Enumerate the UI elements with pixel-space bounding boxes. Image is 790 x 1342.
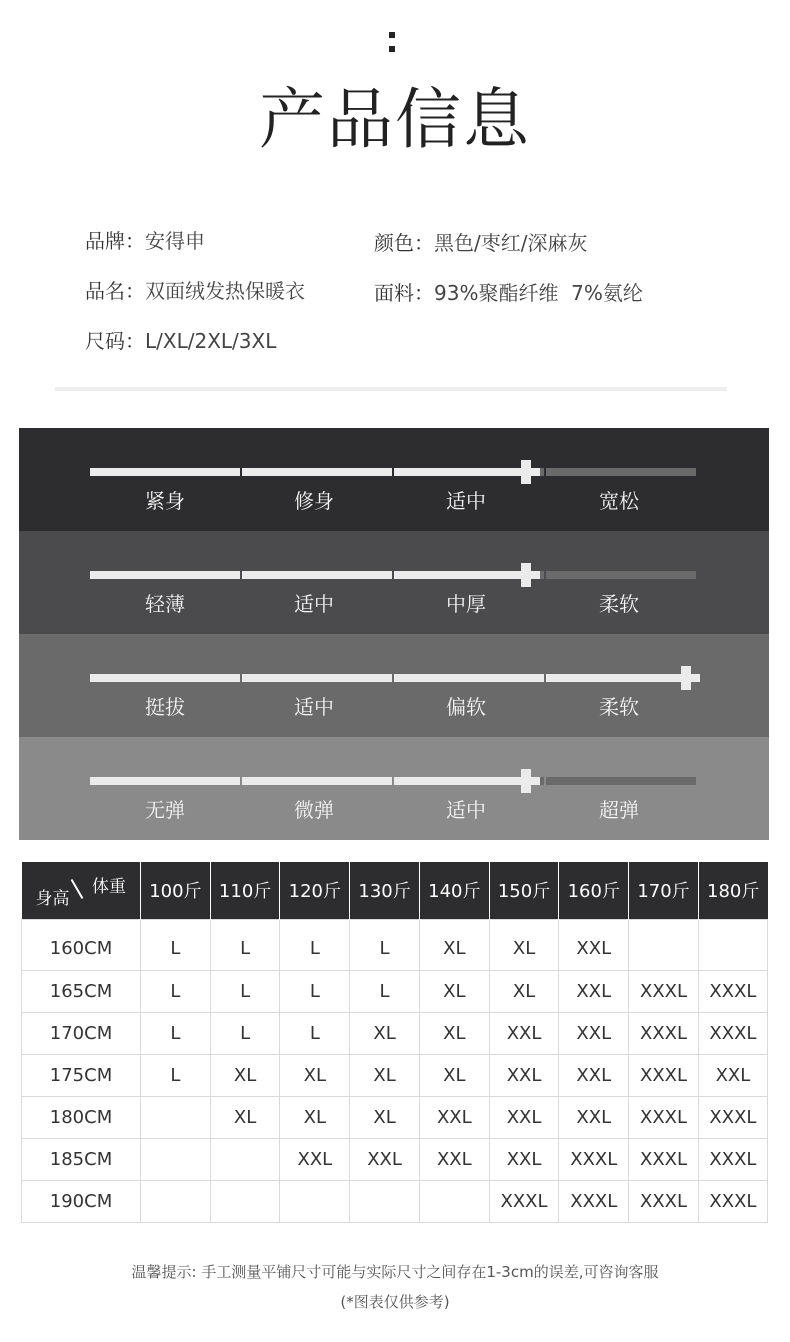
scale-label: 宽松 [599,489,639,513]
page-title: 产品信息 [259,81,531,158]
table-row [22,1054,768,1096]
size-cell: XXL [489,1096,559,1138]
size-cell: XXL [559,1012,629,1054]
table-row [22,1012,768,1054]
height-cell: 175CM [22,1054,141,1096]
weight-header: 180斤 [698,862,767,919]
table-row [22,919,768,970]
scale-label: 轻薄 [145,592,185,616]
size-cell: XL [419,919,489,970]
size-cell: XL [350,1096,420,1138]
size-cell: XXXL [629,970,699,1012]
scale-label: 柔软 [599,592,639,616]
size-cell: XL [489,919,559,970]
table-row [22,970,768,1012]
info-fabric [374,280,643,306]
size-cell: XXXL [698,970,767,1012]
size-cell [141,1138,211,1180]
weight-header: 130斤 [350,862,420,919]
size-cell: L [210,919,280,970]
size-cell: XXXL [698,1138,767,1180]
corner-divider [70,879,83,899]
size-cell [141,1180,211,1222]
info-product-name [85,278,305,304]
size-chart-header-row [22,862,768,919]
size-label: 尺码： [85,329,145,353]
info-brand [85,228,205,254]
height-cell: 165CM [22,970,141,1012]
scale-label: 适中 [294,592,334,616]
chart-disclaimer: (*图表仅供参考) [340,1293,450,1311]
scale-segment [546,468,696,476]
scale-segment [242,777,392,785]
size-cell [350,1180,420,1222]
weight-header: 140斤 [419,862,489,919]
size-cell: XXXL [698,1012,767,1054]
size-cell: L [350,919,420,970]
size-value: L/XL/2XL/3XL [145,329,277,353]
scale-label: 适中 [446,798,486,822]
size-cell: XXL [489,1138,559,1180]
scale-marker [521,769,531,793]
color-label: 颜色： [374,231,434,255]
size-cell [210,1138,280,1180]
size-cell: XXL [559,970,629,1012]
size-cell: XXL [559,1096,629,1138]
scale-label: 适中 [446,489,486,513]
fabric-value: 93%聚酯纤维 7%氨纶 [434,281,643,305]
fabric-label: 面料： [374,281,434,305]
table-row [22,1138,768,1180]
scale-track [90,468,696,476]
size-cell: XL [350,1054,420,1096]
size-cell: L [210,970,280,1012]
size-cell: XXL [559,919,629,970]
size-cell: L [280,1012,350,1054]
scale-segment [90,571,240,579]
height-cell: 180CM [22,1096,141,1138]
weight-header: 150斤 [489,862,559,919]
size-cell: XXL [489,1054,559,1096]
product-name-label: 品名： [85,279,145,303]
size-cell: XL [210,1054,280,1096]
size-chart-corner [22,862,141,919]
brand-value: 安得申 [145,229,205,253]
attribute-scale [19,634,769,737]
size-cell: XXXL [629,1096,699,1138]
scale-segment [242,674,392,682]
size-cell [141,1096,211,1138]
scale-segment [242,571,392,579]
size-cell: XXL [698,1054,767,1096]
corner-height-label: 身高 [35,888,70,909]
scale-track [90,571,696,579]
scale-segment [546,777,696,785]
size-cell: XL [350,1012,420,1054]
size-cell: XXXL [629,1054,699,1096]
weight-header: 100斤 [141,862,211,919]
scale-label: 挺拔 [145,695,185,719]
size-cell: XL [419,1054,489,1096]
size-cell: XXL [350,1138,420,1180]
corner-weight-label: 体重 [92,877,126,897]
size-cell: L [350,970,420,1012]
info-size [85,328,276,354]
size-cell: XXXL [559,1138,629,1180]
size-cell: XXXL [489,1180,559,1222]
scale-marker [521,460,531,484]
attribute-scale [19,531,769,634]
scale-segment [90,468,240,476]
scale-segment [90,777,240,785]
height-cell: 170CM [22,1012,141,1054]
height-cell: 185CM [22,1138,141,1180]
size-cell [280,1180,350,1222]
scale-label: 修身 [294,489,334,513]
size-cell: XL [280,1054,350,1096]
size-cell: XL [419,1012,489,1054]
size-cell: XXL [419,1138,489,1180]
size-cell: L [141,1054,211,1096]
size-cell: XXL [280,1138,350,1180]
scale-label: 偏软 [446,695,486,719]
size-cell [698,919,767,970]
scale-label: 柔软 [599,695,639,719]
product-name-value: 双面绒发热保暖衣 [145,279,305,303]
scale-segment [242,468,392,476]
size-cell: XXXL [629,1180,699,1222]
size-cell [629,919,699,970]
table-row [22,1096,768,1138]
height-cell: 160CM [22,919,141,970]
size-cell: XXXL [629,1138,699,1180]
size-cell: XL [489,970,559,1012]
scale-label: 微弹 [294,798,334,822]
attribute-scale [19,737,769,840]
size-cell: XXXL [559,1180,629,1222]
scale-label: 紧身 [145,489,185,513]
size-cell: XXL [419,1096,489,1138]
size-cell: L [141,919,211,970]
scale-marker [521,563,531,587]
weight-header: 170斤 [629,862,699,919]
size-cell: XL [210,1096,280,1138]
scale-label: 无弹 [145,798,185,822]
size-cell: L [141,970,211,1012]
height-cell: 190CM [22,1180,141,1222]
size-cell: XXL [489,1012,559,1054]
color-value: 黑色/枣红/深麻灰 [434,231,588,255]
size-cell: L [280,919,350,970]
size-cell: XXL [559,1054,629,1096]
size-cell: XXXL [698,1096,767,1138]
colon-mark [389,30,397,54]
scale-marker [681,666,691,690]
section-divider [55,387,727,391]
weight-header: 110斤 [210,862,280,919]
table-row [22,1180,768,1222]
size-cell: L [210,1012,280,1054]
scale-segment [546,571,696,579]
size-cell: XXXL [698,1180,767,1222]
size-cell: L [280,970,350,1012]
scale-track [90,777,696,785]
scale-label: 超弹 [599,798,639,822]
scale-label: 中厚 [446,592,486,616]
scale-label: 适中 [294,695,334,719]
scale-segment [90,674,240,682]
size-chart-table [21,862,768,1223]
weight-header: 120斤 [280,862,350,919]
scale-segment [394,674,544,682]
scale-track [90,674,696,682]
attribute-scale [19,428,769,531]
size-cell [419,1180,489,1222]
weight-header: 160斤 [559,862,629,919]
measurement-tip: 温馨提示: 手工测量平铺尺寸可能与实际尺寸之间存在1-3cm的误差,可咨询客服 [131,1263,659,1281]
size-cell: L [141,1012,211,1054]
size-cell: XXXL [629,1012,699,1054]
size-cell: XL [419,970,489,1012]
size-cell: XL [280,1096,350,1138]
brand-label: 品牌： [85,229,145,253]
info-color [374,230,587,256]
size-cell [210,1180,280,1222]
